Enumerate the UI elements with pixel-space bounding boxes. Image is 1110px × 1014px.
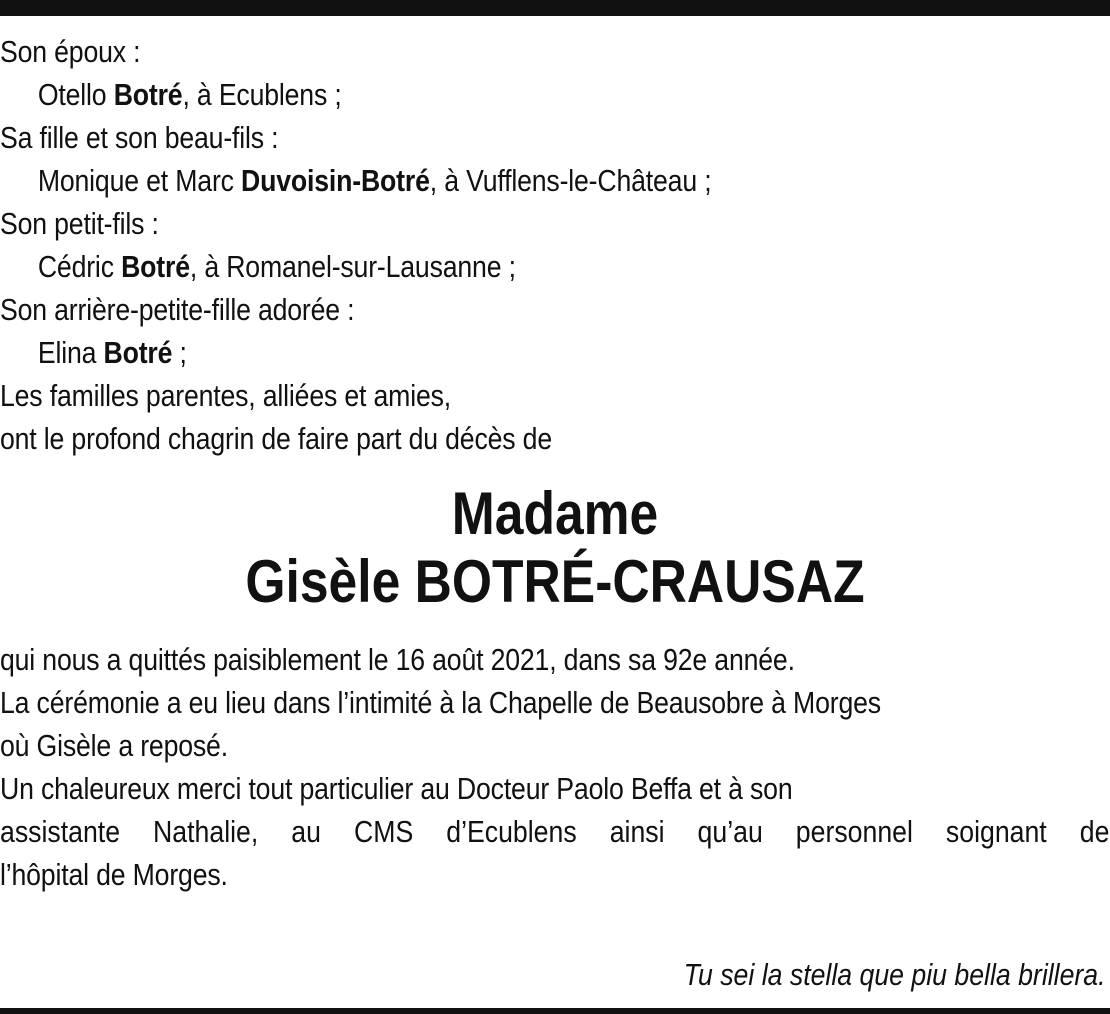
member-first-name: Cédric: [37, 249, 122, 284]
role-label: Son époux :: [0, 34, 141, 69]
deceased-name-block: [0, 480, 1110, 616]
member-surname: Duvoisin-Botré: [241, 163, 430, 198]
deceased-name: Gisèle BOTRÉ-CRAUSAZ: [245, 548, 865, 615]
obituary-notice: [0, 30, 1110, 896]
family-member-grandson: [0, 245, 955, 288]
family-member-spouse: [0, 73, 955, 116]
top-border-rule: [0, 0, 1110, 16]
family-role-grandson: [0, 202, 955, 245]
family-role-daughter: [0, 116, 955, 159]
role-label: Son petit-fils :: [0, 206, 159, 241]
deceased-title: Madame: [451, 480, 659, 547]
bottom-border-rule: [0, 1008, 1110, 1014]
member-first-name: Otello: [37, 77, 114, 112]
family-role-spouse: [0, 30, 955, 73]
role-label: Sa fille et son beau-fils :: [0, 120, 279, 155]
member-first-name: Elina: [37, 335, 104, 370]
member-surname: Botré: [113, 77, 183, 112]
announcement-body: [0, 638, 1110, 896]
member-location: , à Vufflens-le-Château ;: [429, 163, 712, 198]
family-member-great-granddaughter: [0, 331, 955, 374]
member-location: ;: [172, 335, 187, 370]
role-label: Son arrière-petite-fille adorée :: [0, 292, 355, 327]
member-first-name: Monique et Marc: [37, 163, 242, 198]
body-line-1: qui nous a quittés paisiblement le 16 août 2021, dans sa 92e année.: [0, 642, 795, 677]
body-line-3: où Gisèle a reposé.: [0, 728, 228, 763]
body-line-2: La cérémonie a eu lieu dans l’intimité à la Chapelle de Beausobre à Morges: [0, 685, 881, 720]
body-line-5: assistante Nathalie, au CMS d’Ecublens ainsi qu’au personnel soignant de: [0, 814, 1110, 849]
member-location: , à Romanel-sur-Lausanne ;: [189, 249, 516, 284]
member-surname: Botré: [103, 335, 173, 370]
body-line-6: l’hôpital de Morges.: [0, 857, 228, 892]
body-line-4: Un chaleureux merci tout particulier au Docteur Paolo Beffa et à son: [0, 771, 793, 806]
member-location: , à Ecublens ;: [182, 77, 342, 112]
member-surname: Botré: [121, 249, 190, 284]
family-role-great-granddaughter: [0, 288, 955, 331]
intro-line-1: Les familles parentes, alliées et amies,: [0, 378, 452, 413]
intro-line-2: ont le profond chagrin de faire part du décès de: [0, 421, 552, 456]
closing-quote: Tu sei la stella que piu bella brillera.: [684, 957, 1106, 992]
family-member-daughter: [0, 159, 955, 202]
